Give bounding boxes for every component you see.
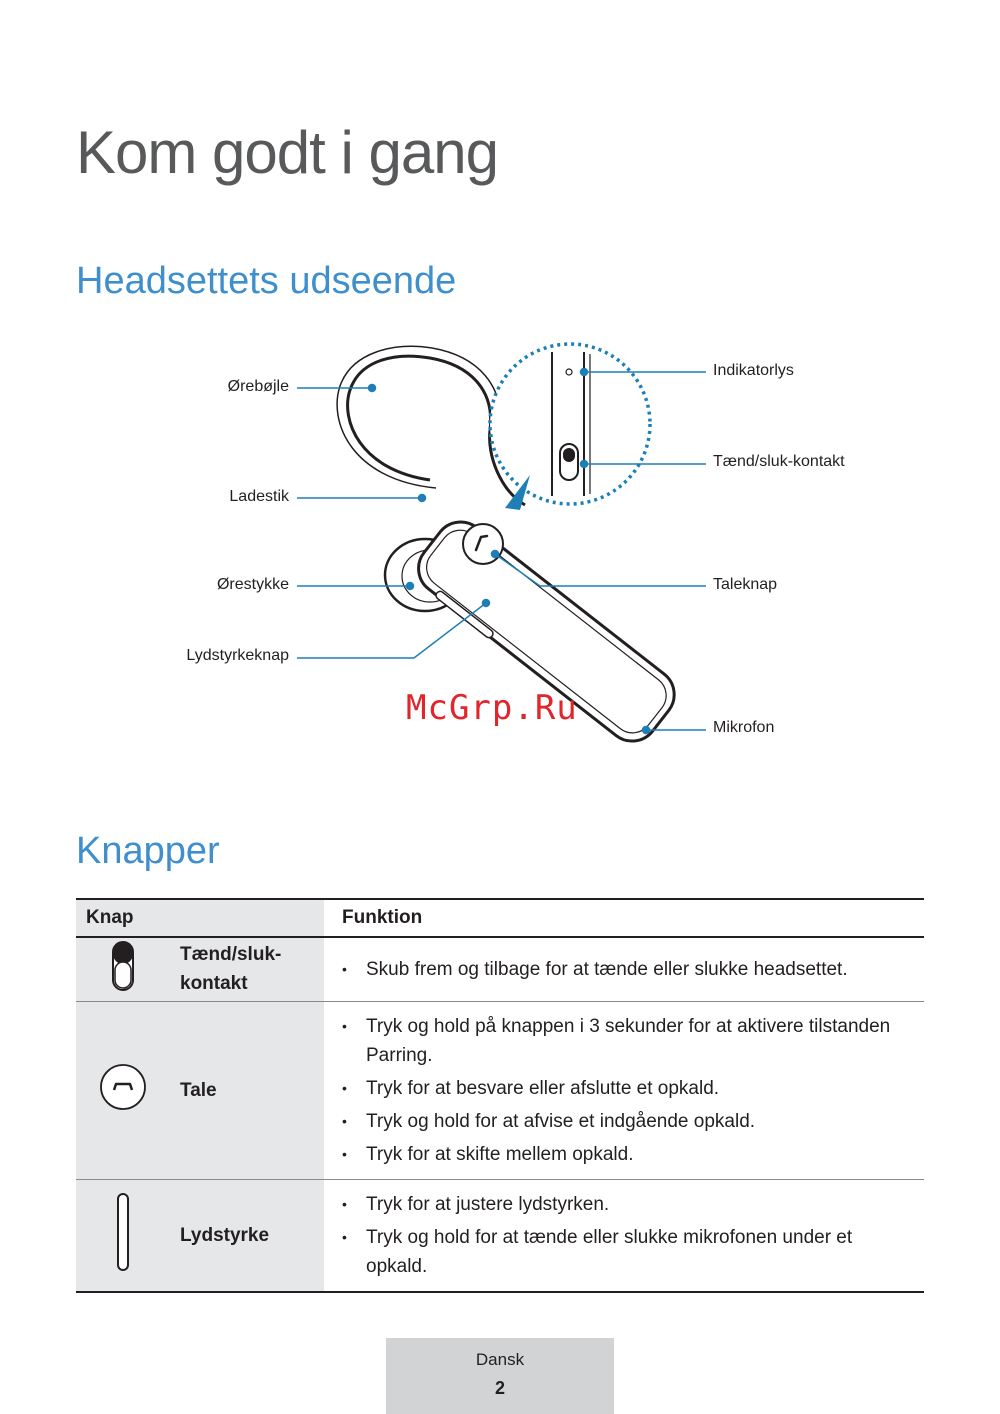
button-name: Lydstyrke	[170, 1179, 324, 1292]
table-row	[76, 1001, 924, 1179]
talk-button-shape	[463, 524, 503, 564]
list-item: • Skub frem og tilbage for at tænde eller slukke headsettet.	[342, 955, 910, 984]
list-item: • Tryk for at besvare eller afslutte et opkald.	[342, 1074, 910, 1103]
page-footer	[386, 1338, 614, 1414]
list-item: • Tryk for at skifte mellem opkald.	[342, 1140, 910, 1169]
buttons-table	[76, 898, 924, 1293]
header-knap: Knap	[76, 899, 324, 937]
label-ladestik: Ladestik	[229, 488, 289, 505]
page-number: 2	[494, 1378, 505, 1398]
button-name: Tænd/sluk-kontakt	[170, 937, 324, 1001]
label-indikatorlys: Indikatorlys	[713, 362, 794, 379]
label-mikrofon: Mikrofon	[713, 719, 775, 736]
list-item: • Tryk og hold for at afvise et indgående opkald.	[342, 1107, 910, 1136]
label-orebojle: Ørebøjle	[227, 378, 289, 395]
label-taleknap: Taleknap	[713, 576, 778, 593]
section-title-appearance: Headsettets udseende	[76, 260, 457, 302]
page-title: Kom godt i gang	[76, 119, 498, 186]
list-item: • Tryk og hold for at tænde eller slukke mikrofonen under et opkald.	[342, 1223, 910, 1281]
header-funktion: Funktion	[324, 899, 924, 937]
power-switch-icon	[111, 940, 135, 992]
footer-language: Dansk	[475, 1350, 525, 1369]
label-lydstyrkeknap: Lydstyrkeknap	[186, 647, 289, 664]
label-orestykke: Ørestykke	[216, 576, 289, 593]
table-row	[76, 937, 924, 1001]
watermark: McGrp.Ru	[406, 688, 578, 728]
list-item: • Tryk og hold på knappen i 3 sekunder for at aktivere tilstanden Parring.	[342, 1012, 910, 1070]
phone-handset-icon	[99, 1063, 147, 1111]
table-row	[76, 1179, 924, 1292]
list-item: • Tryk for at justere lydstyrken.	[342, 1190, 910, 1219]
button-name: Tale	[170, 1001, 324, 1179]
label-taend-sluk: Tænd/sluk-kontakt	[713, 453, 845, 470]
volume-bar-icon	[116, 1192, 130, 1272]
section-title-buttons: Knapper	[76, 830, 220, 872]
